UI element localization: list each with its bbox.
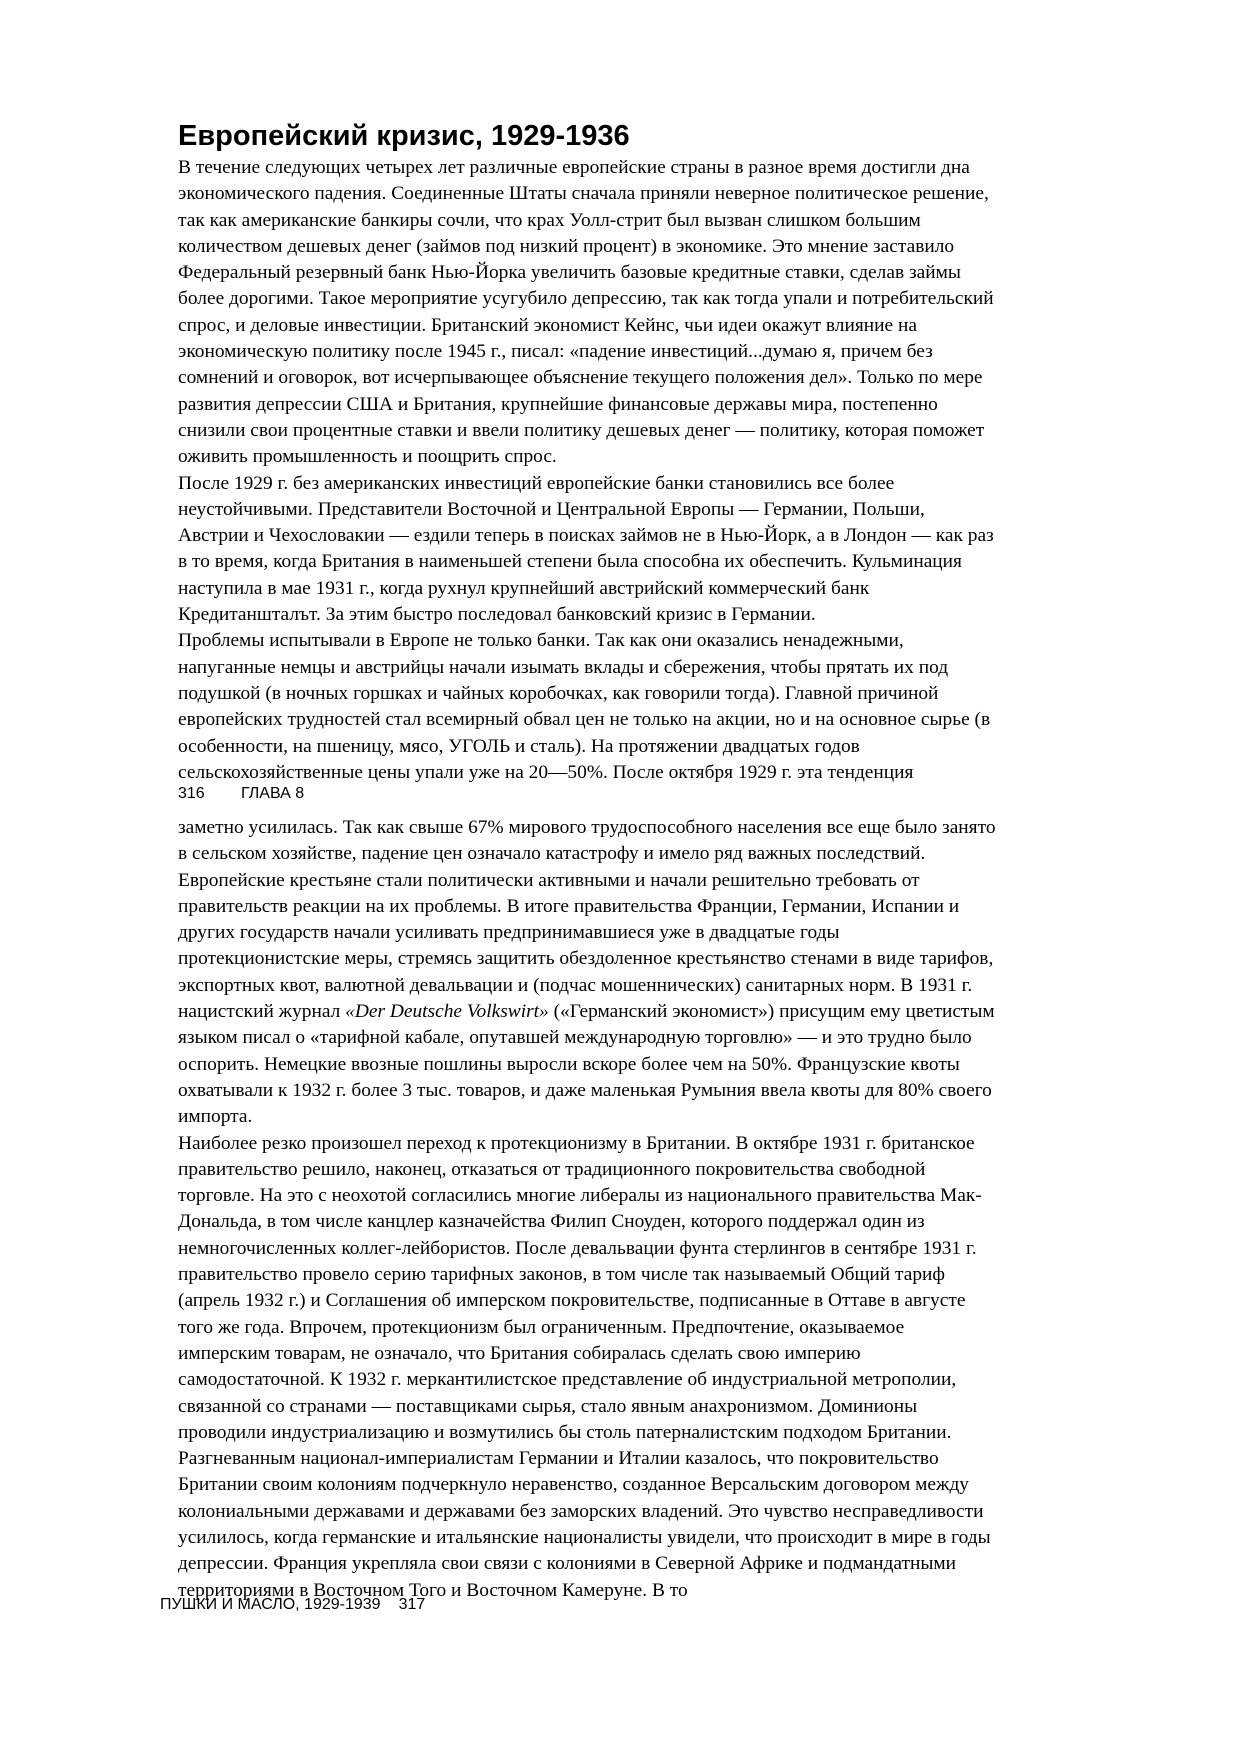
- page-footer-317: [160, 1596, 425, 1614]
- page-number: 317: [398, 1596, 426, 1613]
- page-number: 316: [178, 785, 205, 802]
- paragraph-text: заметно усилилась. Так как свыше 67% мирового трудоспособного населения все еще было занято в сельском хозяйстве, падение цен означало катастрофу и имело ряд важных последствий. Европейские крестьяне стали политически активными и начали решительно требовать от правительств реакции на их проблемы. В итоге правительства Франции, Германии, Испании и других государств начали усиливать предпринимавшиеся уже в двадцатые годы протекционистские меры, стремясь защитить обездоленное крестьянство стенами в виде тарифов, экспортных квот, валютной девальвации и (подчас мошеннических) санитарных норм. В 1931 г. нацистский журнал: [178, 817, 996, 1023]
- section-title: Европейский кризис, 1929-1936: [178, 120, 630, 152]
- paragraph: После 1929 г. без американских инвестиций европейские банки становились все более неустойчивыми. Представители Восточной и Центральной Европы — Германии, Польши, Австрии и Чехословакии — ездили теперь в поисках займов не в Нью-Йорк, а в Лондон — как раз в то время, когда Британия в наименьшей степени была способна их обеспечить. Кульминация наступила в мае 1931 г., когда рухнул крупнейший австрийский коммерческий банк Кредитаншталът. За этим быстро последовал банковский кризис в Германии.: [178, 472, 994, 626]
- running-title: ПУШКИ И МАСЛО, 1929-1939: [160, 1596, 381, 1613]
- text-block-page-317: [178, 815, 1178, 1604]
- paragraph: В течение следующих четырех лет различные европейские страны в разное время достигли дна экономического падения. Соединенные Штаты сначала приняли неверное политическое решение, так как американские банкиры сочли, что крах Уолл-стрит был вызван слишком большим количеством дешевых денег (займов под низкий процент) в экономике. Это мнение заставило Федеральный резервный банк Нью-Йорка увеличить базовые кредитные ставки, сделав займы более дорогими. Такое мероприятие усугубило депрессию, так как тогда упали и потребительский спрос, и деловые инвестиции. Британский экономист Кейнс, чьи идеи окажут влияние на экономическую политику после 1945 г., писал: «падение инвестиций...думаю я, причем без сомнений и оговорок, вот исчерпывающее объяснение текущего положения дел». Только по мере развития депрессии США и Британия, крупнейшие финансовые державы мира, постепенно снизили свои процентные ставки и ввели политику дешевых денег — политику, которая поможет оживить промышленность и поощрить спрос.: [178, 157, 994, 468]
- paragraph: [178, 815, 1178, 1131]
- page-footer-316: [178, 785, 304, 803]
- journal-title: «Der Deutsche Volkswirt»: [345, 1001, 549, 1023]
- chapter-label: ГЛАВА 8: [241, 785, 305, 802]
- text-block-page-316: [178, 155, 1178, 786]
- paragraph-text: («Германский экономист») присущим ему цветистым языком писал о «тарифной кабале, опутавшей международную торговлю» — и это трудно было оспорить. Немецкие ввозные пошлины выросли вскоре более чем на 50%. Французские квоты охватывали к 1932 г. более 3 тыс. товаров, и даже маленькая Румыния ввела квоты для 80% своего импорта.: [178, 1001, 995, 1128]
- paragraph: Проблемы испытывали в Европе не только банки. Так как они оказались ненадежными, напуганные немцы и австрийцы начали изымать вклады и сбережения, чтобы прятать их под подушкой (в ночных горшках и чайных коробочках, как говорили тогда). Главной причиной европейских трудностей стал всемирный обвал цен не только на акции, но и на основное сырье (в особенности, на пшеницу, мясо, УГОЛЬ и сталь). На протяжении двадцатых годов сельскохозяйственные цены упали уже на 20—50%. После октября 1929 г. эта тенденция: [178, 630, 991, 783]
- paragraph: Наиболее резко произошел переход к протекционизму в Британии. В октябре 1931 г. британское правительство решило, наконец, отказаться от традиционного покровительства свободной торговле. На это с неохотой согласились многие либералы из национального правительства Мак- Дональда, в том числе канцлер казначейства Филип Сноуден, которого поддержал один из немногочисленных коллег-лейбористов. После девальвации фунта стерлингов в сентябре 1931 г. правительство провело серию тарифных законов, в том числе так называемый Общий тариф (апрель 1932 г.) и Соглашения об имперском покровительстве, подписанные в Оттаве в августе того же года. Впрочем, протекционизм был ограниченным. Предпочтение, оказываемое имперским товарам, не означало, что Британия собиралась сделать свою империю самодостаточной. К 1932 г. меркантилистское представление об индустриальной метрополии, связанной со странами — поставщиками сырья, стало явным анахронизмом. Доминионы проводили индустриализацию и возмутились бы столь патерналистским подходом Британии. Разгневанным национал-империалистам Германии и Италии казалось, что покровительство Британии своим колониям подчеркнуло неравенство, созданное Версальским договором между колониальными державами и державами без заморских владений. Это чувство несправедливости усилилось, когда германские и итальянские националисты увидели, что происходит в мире в годы депрессии. Франция укрепляла свои связи с колониями в Северной Африке и подмандатными территориями в Восточном Того и Восточном Камеруне. В то: [178, 1132, 991, 1601]
